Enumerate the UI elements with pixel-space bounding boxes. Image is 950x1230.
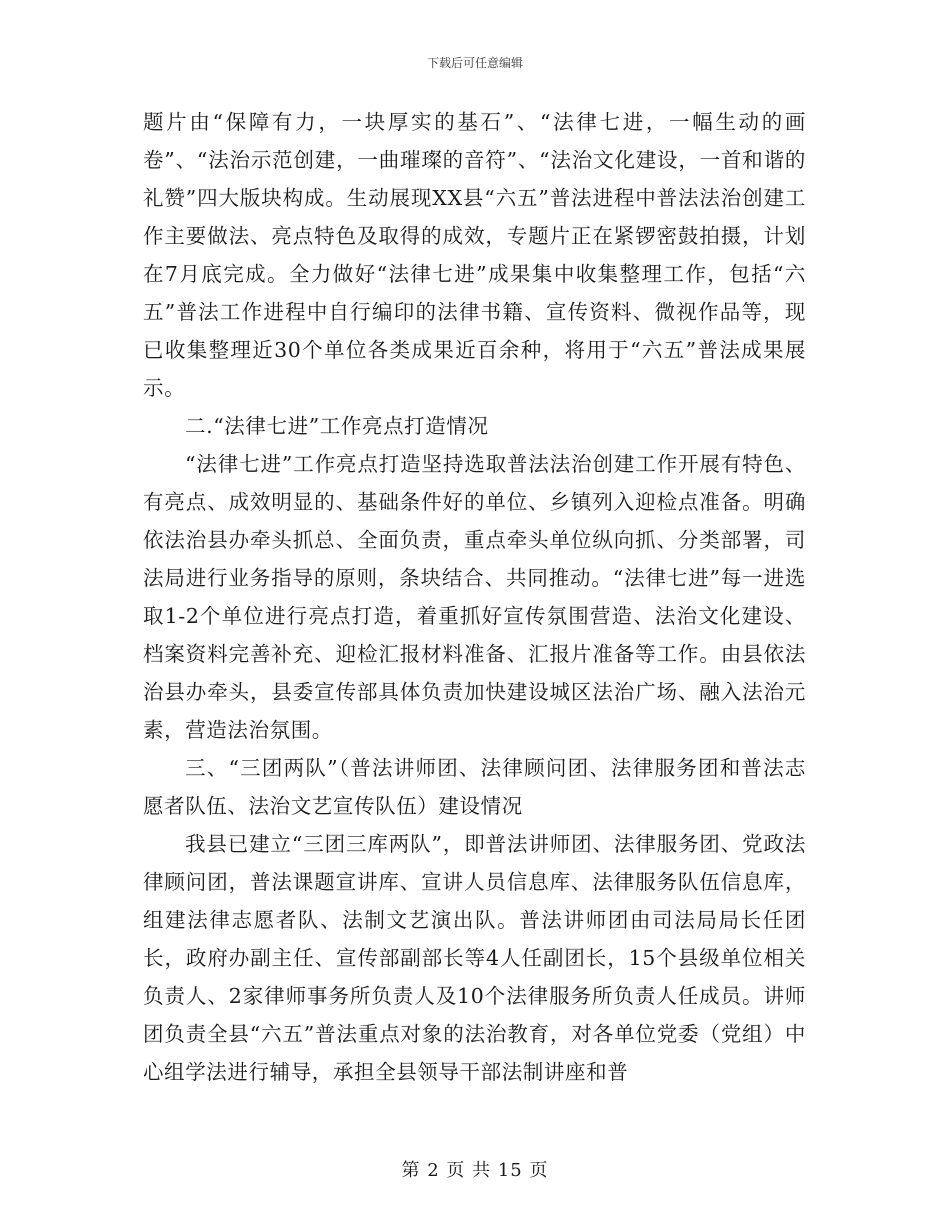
page-header: 下载后可任意编辑 — [426, 56, 523, 70]
paragraph-three-groups: 我县已建立“三团三库两队”，即普法讲师团、法律服务团、党政法律顾问团，普法课题宣讲库、宣讲人员信息库、法律服务队伍信息库，组建法律志愿者队、法制文艺演出队。普法讲师团由司法局局长任团长，政府办副主任、宣传部副部长等4人任副团长，15个县级单位相关负责人、2家律师事务所负责人及10个法律服务所负责人任成员。讲师团负责全县“六五”普法重点对象的法治教育，对各单位党委（党组）中心组学法进行辅导，承担全县领导干部法制讲座和普 — [143, 832, 806, 1084]
section-heading-three: 三、“三团两队”（普法讲师团、法律顾问团、法律服务团和普法志愿者队伍、法治文艺宣传队伍）建设情况 — [143, 756, 806, 818]
document-body — [143, 103, 806, 1091]
page-number-footer: 第 2 页 共 15 页 — [401, 1160, 549, 1181]
section-heading-two: 二.“法律七进”工作亮点打造情况 — [185, 414, 489, 438]
paragraph-law-seven-entries: “法律七进”工作亮点打造坚持选取普法法治创建工作开展有特色、有亮点、成效明显的、基础条件好的单位、乡镇列入迎检点准备。明确依法治县办牵头抓总、全面负责，重点牵头单位纵向抓、分类部署，司法局进行业务指导的原则，条块结合、共同推动。“法律七进”每一进选取1-2个单位进行亮点打造，着重抓好宣传氛围营造、法治文化建设、档案资料完善补充、迎检汇报材料准备、汇报片准备等工作。由县依法治县办牵头，县委宣传部具体负责加快建设城区法治广场、融入法治元素，营造法治氛围。 — [143, 452, 806, 742]
paragraph-continued: 题片由“保障有力，一块厚实的基石”、“法律七进，一幅生动的画卷”、“法治示范创建，一曲璀璨的音符”、“法治文化建设，一首和谐的礼赞”四大版块构成。生动展现XX县“六五”普法进程中普法法治创建工作主要做法、亮点特色及取得的成效，专题片正在紧锣密鼓拍摄，计划在7月底完成。全力做好“法律七进”成果集中收集整理工作，包括“六五”普法工作进程中自行编印的法律书籍、宣传资料、微视作品等，现已收集整理近30个单位各类成果近百余种，将用于“六五”普法成果展示。 — [143, 110, 806, 400]
